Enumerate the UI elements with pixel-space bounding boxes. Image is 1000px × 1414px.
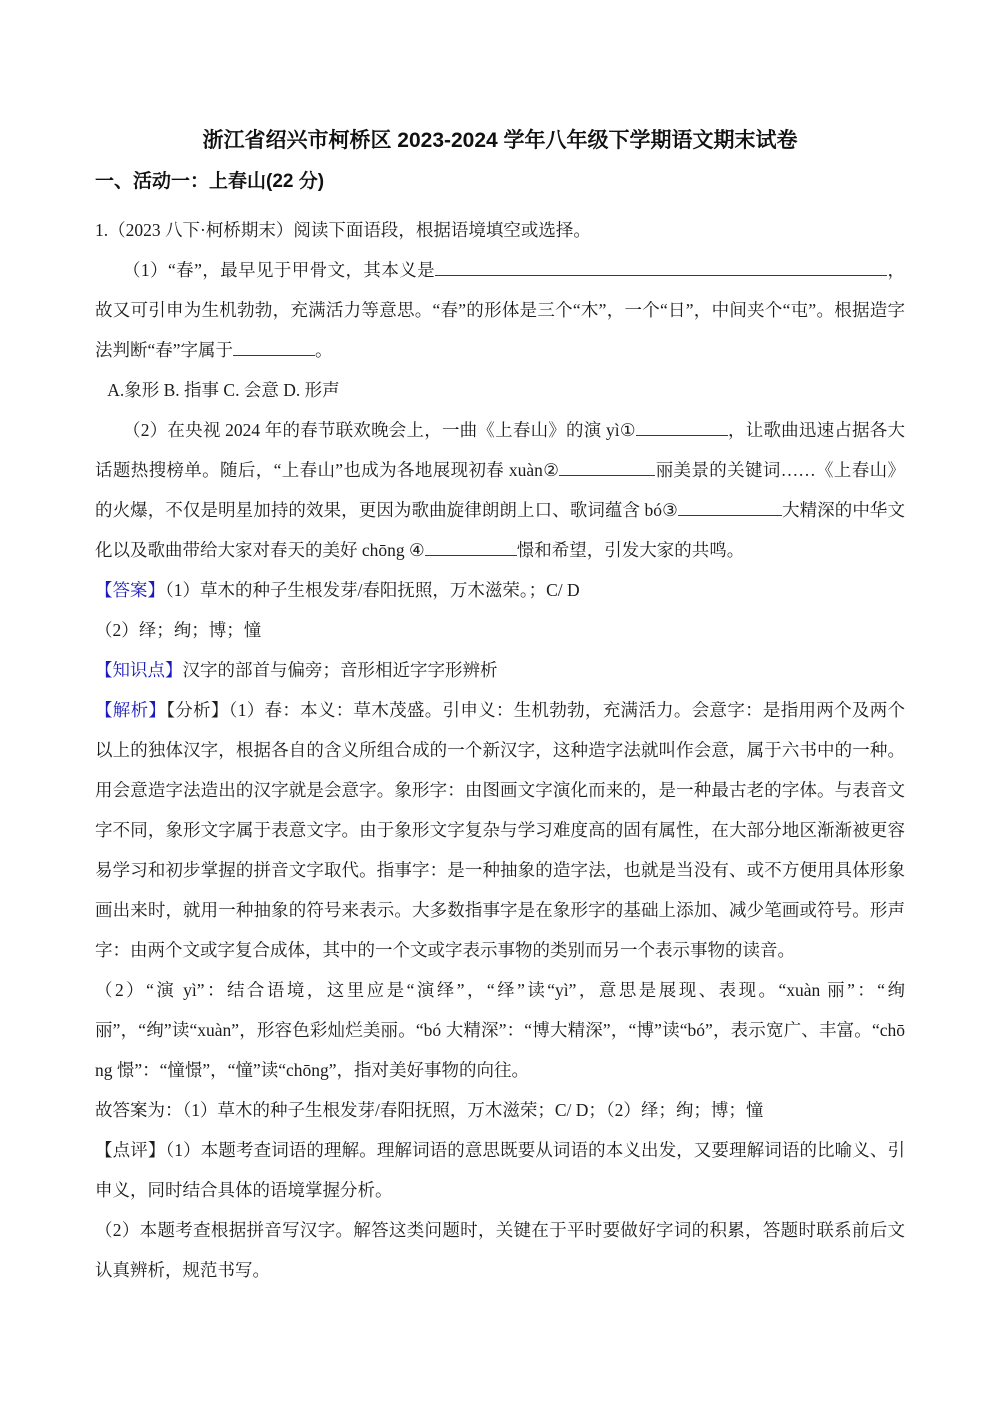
final-answer-summary (95, 1090, 905, 1130)
blue-bracket-label: 【答案】 (95, 580, 165, 600)
text-run: 1.（2023 八下·柯桥期末）阅读下面语段，根据语境填空或选择。 (95, 220, 591, 240)
question-1-options (95, 370, 905, 410)
document-body (95, 210, 905, 1290)
text-run: 。 (315, 340, 333, 360)
text-run: （1）“春”，最早见于甲骨文，其本义是 (123, 260, 436, 280)
text-run: 憬和希望，引发大家的共鸣。 (516, 540, 745, 560)
text-run: ，让歌曲迅速占据各大话题热搜榜单。随后，“上春山”也成为各地展现初春 xuàn② (95, 420, 905, 480)
fill-in-blank-line (559, 457, 655, 476)
answer-part2 (95, 610, 905, 650)
text-run: 汉字的部首与偏旁；音形相近字字形辨析 (182, 660, 498, 680)
text-run: 丽美景的关键词……《上春山》的火爆，不仅是明星加持的效果，更因为歌曲旋律朗朗上口、歌词蕴含 bó③ (95, 460, 905, 520)
text-run: （2）绎；绚；博；憧 (95, 620, 262, 640)
text-run: ，故又可引申为生机勃勃，充满活力等意思。“春”的形体是三个“木”，一个“日”，中间夹个“屯”。根据造字法判断“春”字属于 (95, 260, 905, 360)
answer-part1 (95, 570, 905, 610)
fill-in-blank-line (636, 417, 728, 436)
question-1-part1 (95, 250, 905, 370)
blue-bracket-label: 【知识点】 (95, 660, 183, 680)
text-run: A.象形 B. 指事 C. 会意 D. 形声 (107, 380, 340, 400)
question-1-part2 (95, 410, 905, 570)
fill-in-blank-line (678, 497, 782, 516)
text-run: 【分析】（1）春：本义：草木茂盛。引申义：生机勃勃，充满活力。会意字：是指用两个及两个以上的独体汉字，根据各自的含义所组合成的一个新汉字，这种造字法就叫作会意，属于六书中的一种。用会意造字法造出的汉字就是会意字。象形字：由图画文字演化而来的，是一种最古老的字体。与表音文字不同，象形文字属于表意文字。由于象形文字复杂与学习难度高的固有属性，在大部分地区渐渐被更容易学习和初步掌握的拼音文字取代。指事字：是一种抽象的造字法，也就是当没有、或不方便用具体形象画出来时，就用一种抽象的符号来表示。大多数指事字是在象形字的基础上添加、减少笔画或符号。形声字：由两个文或字复合成体，其中的一个文或字表示事物的类别而另一个表示事物的读音。 (95, 700, 906, 960)
text-run: 【点评】（1）本题考查词语的理解。理解词语的意思既要从词语的本义出发，又要理解词语的比喻义、引申义，同时结合具体的语境掌握分析。 (95, 1140, 905, 1200)
text-run: （2）本题考查根据拼音写汉字。解答这类问题时，关键在于平时要做好字词的积累，答题时联系前后文认真辨析，规范书写。 (95, 1220, 905, 1280)
text-run: （1）草木的种子生根发芽/春阳抚照，万木滋荣。；C/ D (165, 580, 580, 600)
text-run: 大精深的中华文化以及歌曲带给大家对春天的美好 chōng ④ (95, 500, 906, 560)
fill-in-blank-line (425, 537, 517, 556)
section-heading: 一、活动一：上春山(22 分) (95, 171, 325, 192)
page-title: 浙江省绍兴市柯桥区 2023-2024 学年八年级下学期语文期末试卷 (202, 129, 798, 152)
blue-bracket-label: 【解析】 (95, 700, 167, 720)
fill-in-blank-line (233, 337, 315, 356)
comment-part1 (95, 1130, 905, 1210)
analysis-part1 (95, 690, 905, 970)
fill-in-blank-line (435, 257, 887, 276)
comment-part2 (95, 1210, 905, 1290)
analysis-part2 (95, 970, 905, 1090)
text-run: 故答案为：（1）草木的种子生根发芽/春阳抚照，万木滋荣；C/ D；（2）绎；绚；博；憧 (95, 1100, 764, 1120)
knowledge-points (95, 650, 905, 690)
text-run: （2）在央视 2024 年的春节联欢晚会上，一曲《上春山》的演 yì① (123, 420, 636, 440)
text-run: （2）“演 yì”：结合语境，这里应是“演绎”，“绎”读“yì”，意思是展现、表现。“xuàn 丽”：“绚丽”，“绚”读“xuàn”，形容色彩灿烂美丽。“bó 大精深”：“博大精深”，“博”读“bó”，表示宽广、丰富。“chōng 憬”：“憧憬”，“憧”读“chōng”，指对美好事物的向往。 (95, 980, 905, 1080)
question-1-intro (95, 210, 905, 250)
